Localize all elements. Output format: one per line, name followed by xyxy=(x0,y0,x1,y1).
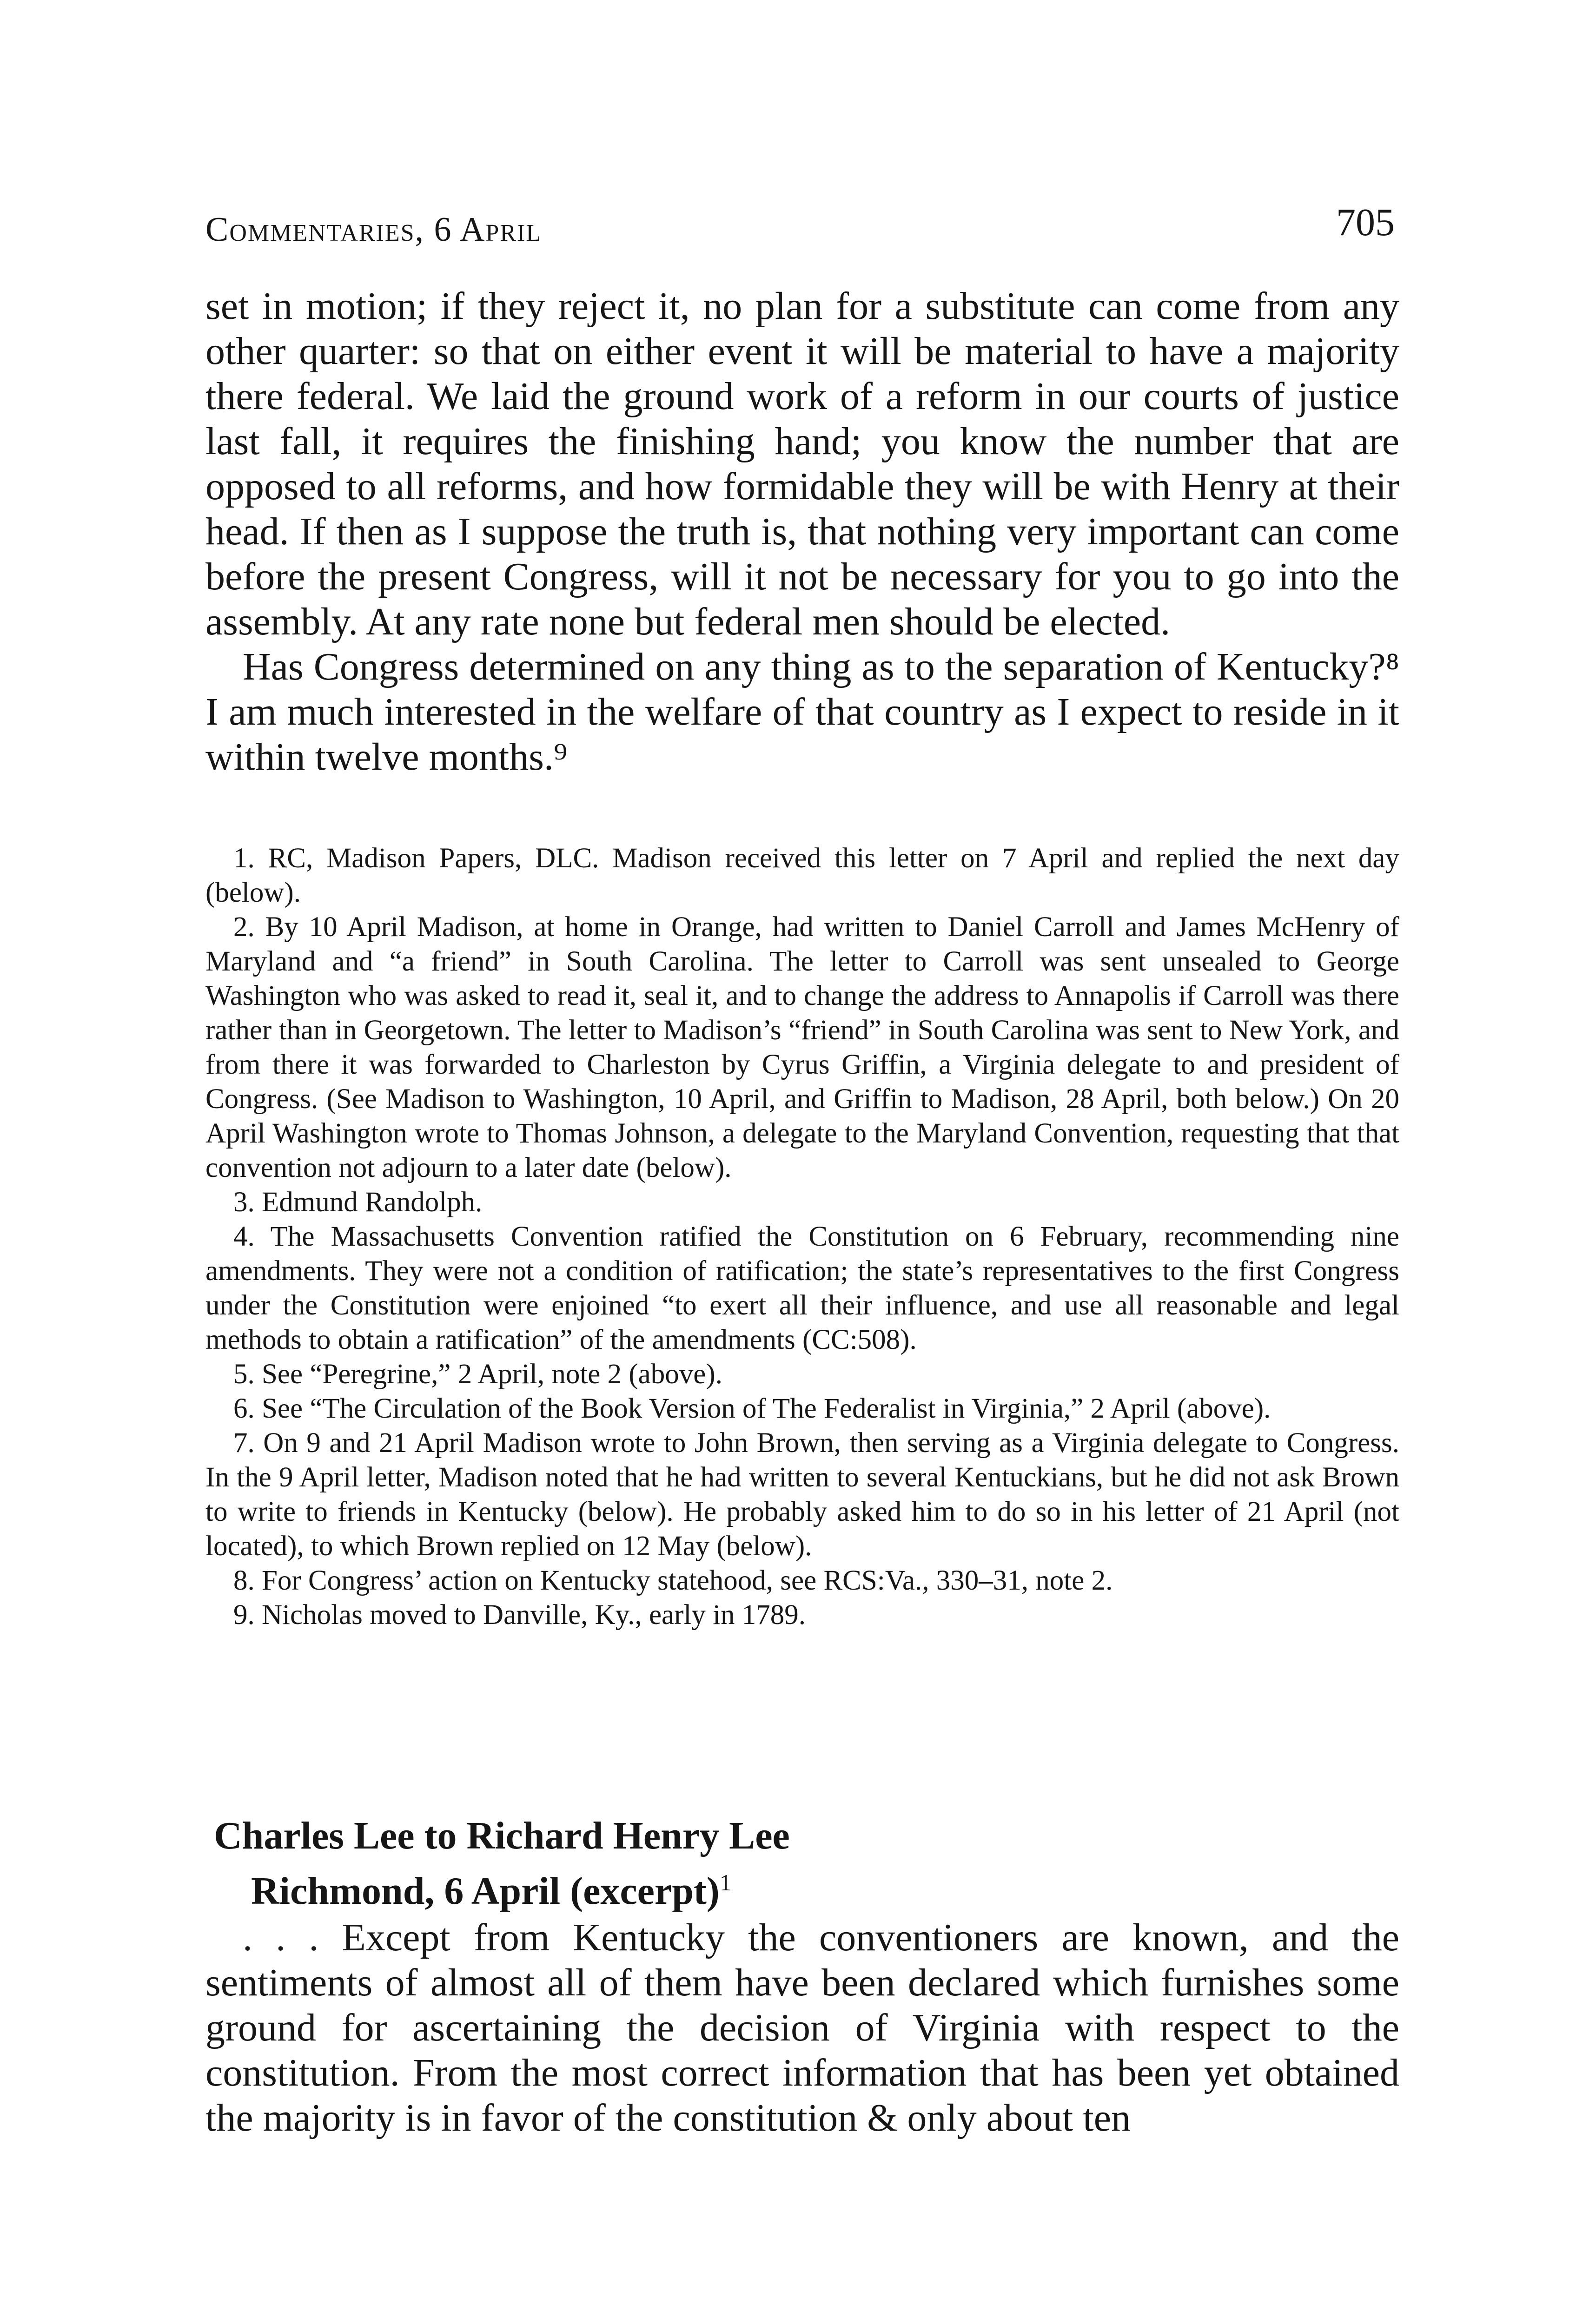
letter-heading-note-marker: 1 xyxy=(719,1869,731,1895)
note-1: 1. RC, Madison Papers, DLC. Madison received this letter on 7 April and replied the next day (below). xyxy=(205,843,1399,908)
letter-heading-line2: Richmond, 6 April (excerpt) xyxy=(251,1869,720,1913)
letter-paragraph: . . . Except from Kentucky the conventioners are known, and the sentiments of almost all of them have been declared which furnishes some ground for ascertaining the decision of Virginia with respect to the constitution. From the most correct information that has been yet obtained the majority is in favor of the constitution & only about ten xyxy=(205,1916,1399,2139)
note-7: 7. On 9 and 21 April Madison wrote to John Brown, then serving as a Virginia delegate to Congress. In the 9 April letter, Madison noted that he had written to several Kentuckians, but he did not ask Brown to write to friends in Kentucky (below). He probably asked him to do so in his letter of 21 April (not located), to which Brown replied on 12 May (below). xyxy=(205,1427,1399,1562)
note-4: 4. The Massachusetts Convention ratified the Constitution on 6 February, recommending nine amendments. They were not a condition of ratification; the state’s representatives to the first Congress under the Constitution were enjoined “to exert all their influence, and use all reasonable and legal methods to obtain a ratification” of the amendments (CC:508). xyxy=(205,1221,1399,1355)
note-6: 6. See “The Circulation of the Book Version of The Federalist in Virginia,” 2 April (above). xyxy=(233,1393,1271,1424)
letter-heading-line1: Charles Lee to Richard Henry Lee xyxy=(214,1814,790,1857)
note-2: 2. By 10 April Madison, at home in Orange, had written to Daniel Carroll and James McHenry of Maryland and “a friend” in South Carolina. The letter to Carroll was sent unsealed to George Washington who was asked to read it, seal it, and to change the address to Annapolis if Carroll was there rather than in Georgetown. The letter to Madison’s “friend” in South Carolina was sent to New York, and from there it was forwarded to Charleston by Cyrus Griffin, a Virginia delegate to and president of Congress. (See Madison to Washington, 10 April, and Griffin to Madison, 28 April, both below.) On 20 April Washington wrote to Thomas Johnson, a delegate to the Maryland Convention, requesting that that convention not adjourn to a later date (below). xyxy=(205,911,1399,1183)
note-9: 9. Nicholas moved to Danville, Ky., early in 1789. xyxy=(233,1599,806,1631)
note-8: 8. For Congress’ action on Kentucky statehood, see RCS:Va., 330–31, note 2. xyxy=(233,1565,1113,1596)
letter-heading xyxy=(214,1813,790,1915)
page-number: 705 xyxy=(1336,201,1395,244)
letter-heading-line2-wrap xyxy=(251,1859,790,1915)
note-3: 3. Edmund Randolph. xyxy=(233,1187,483,1218)
letter-text xyxy=(205,1915,1399,2140)
note-5: 5. See “Peregrine,” 2 April, note 2 (above). xyxy=(233,1359,722,1390)
main-paragraph-1: set in motion; if they reject it, no plan for a substitute can come from any other quarter: so that on either event it will be material to have a majority there federal. We laid the ground work of a reform in our courts of justice last fall, it requires the finishing hand; you know the number that are opposed to all reforms, and how formidable they will be with Henry at their head. If then as I suppose the truth is, that nothing very important can come before the present Congress, will it not be necessary for you to go into the assembly. At any rate none but federal men should be elected. xyxy=(205,284,1399,643)
footnotes xyxy=(205,841,1399,1632)
main-text xyxy=(205,284,1399,779)
running-head xyxy=(205,200,1395,251)
main-paragraph-2: Has Congress determined on any thing as to the separation of Kentucky?⁸ I am much interested in the welfare of that country as I expect to reside in it within twelve months.⁹ xyxy=(205,645,1399,779)
running-title: Commentaries, 6 April xyxy=(205,211,542,249)
